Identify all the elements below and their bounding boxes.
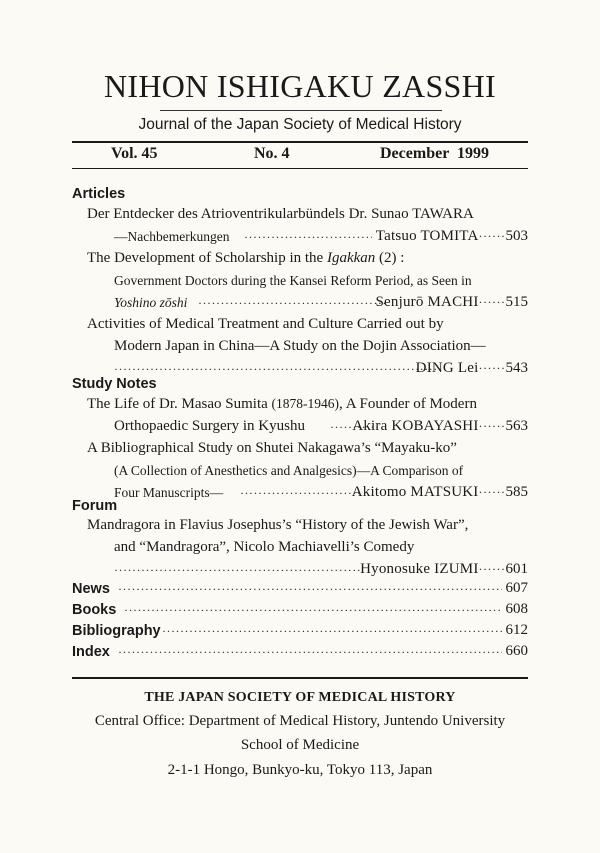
- toc-entry-news: [0, 580, 600, 602]
- footer-rule: [72, 677, 528, 679]
- entry-author-page: Akira KOBAYASHI······563: [352, 418, 528, 434]
- entry-subtitle: Four Manuscripts—: [114, 485, 224, 500]
- entry-author: Akira KOBAYASHI: [352, 418, 479, 434]
- entry-title: Der Entdecker des Atrioventrikularbündels Dr. Sunao TAWARA: [87, 206, 474, 222]
- entry-title: Books: [72, 602, 117, 618]
- toc-entry-line: [0, 272, 600, 294]
- toc-entry-line: [0, 418, 600, 440]
- toc-entry-line: [0, 294, 600, 316]
- society-name: THE JAPAN SOCIETY OF MEDICAL HISTORY: [144, 690, 456, 705]
- dot-leader: [240, 486, 360, 504]
- toc-entry-line: [0, 250, 600, 272]
- entry-title: Activities of Medical Treatment and Culture Carried out by: [87, 316, 444, 332]
- entry-title: Index: [72, 644, 110, 660]
- dot-leader: [118, 645, 502, 663]
- title-divider: [160, 110, 442, 111]
- entry-title: and “Mandragora”, Nicolo Machiavelli’s Comedy: [114, 539, 415, 555]
- toc-entry-line: [0, 228, 600, 250]
- office-address-line1: Central Office: Department of Medical History, Juntendo University: [94, 713, 506, 729]
- office-address-line2: School of Medicine: [240, 737, 360, 753]
- entry-page: 563: [505, 418, 528, 434]
- entry-title: A Bibliographical Study on Shutei Nakagawa’s “Mayaku-ko”: [87, 440, 457, 456]
- toc-entry-line: [0, 517, 600, 539]
- issue-date: December 1999: [380, 145, 489, 162]
- entry-title: Modern Japan in China—A Study on the Dojin Association—: [114, 338, 486, 354]
- entry-page: 660: [505, 643, 528, 659]
- postal-address: 2-1-1 Hongo, Bunkyo-ku, Tokyo 113, Japan: [167, 762, 433, 778]
- entry-author: DING Lei: [415, 360, 479, 376]
- entry-page: 543: [505, 360, 528, 376]
- issue-bottom-rule: [72, 168, 528, 169]
- dot-leader: [162, 624, 502, 642]
- entry-author-page: Senjurō MACHI······515: [375, 294, 528, 310]
- entry-page: 515: [505, 294, 528, 310]
- entry-author: Hyonosuke IZUMI: [360, 561, 479, 577]
- entry-subtitle: Government Doctors during the Kansei Reform Period, as Seen in: [114, 273, 472, 288]
- issue-volume: Vol. 45: [111, 145, 158, 162]
- entry-title: The Development of Scholarship in the Igakkan (2) :: [87, 250, 405, 266]
- journal-subtitle: Journal of the Japan Society of Medical History: [138, 116, 462, 133]
- section-articles: Articles: [72, 186, 126, 202]
- entry-page: 612: [505, 622, 528, 638]
- toc-entry-index: [0, 643, 600, 665]
- entry-page: 608: [505, 601, 528, 617]
- toc-entry-line: [0, 316, 600, 338]
- entry-author: Akitomo MATSUKI: [351, 484, 479, 500]
- entry-title: Bibliography: [72, 623, 161, 639]
- entry-author-page: Akitomo MATSUKI······585: [351, 484, 528, 500]
- entry-subtitle: Yoshino zōshi: [114, 295, 188, 310]
- toc-entry-line: [0, 396, 600, 418]
- section-forum: Forum: [72, 498, 118, 514]
- entry-subtitle: (A Collection of Anesthetics and Analgesics)—A Comparison of: [114, 463, 464, 478]
- entry-title: The Life of Dr. Masao Sumita (1878-1946), A Founder of Modern: [87, 396, 477, 412]
- toc-entry-line: [0, 206, 600, 228]
- dot-leader: [114, 563, 360, 581]
- section-study-notes: Study Notes: [72, 376, 157, 392]
- entry-author: Senjurō MACHI: [375, 294, 479, 310]
- toc-entry-line: [0, 539, 600, 561]
- entry-author-page: Hyonosuke IZUMI······601: [360, 561, 528, 577]
- dot-leader: [198, 296, 388, 314]
- entry-author: Tatsuo TOMITA: [375, 228, 479, 244]
- issue-number: No. 4: [254, 145, 290, 162]
- entry-subtitle: —Nachbemerkungen: [114, 229, 230, 244]
- toc-entry-line: [0, 338, 600, 360]
- dot-leader: [114, 362, 440, 380]
- journal-title: NIHON ISHIGAKU ZASSHI: [103, 68, 497, 104]
- toc-entry-bibliography: [0, 622, 600, 644]
- entry-title: Mandragora in Flavius Josephus’s “History of the Jewish War”,: [87, 517, 469, 533]
- entry-author-page: Tatsuo TOMITA······503: [375, 228, 528, 244]
- entry-page: 607: [505, 580, 528, 596]
- entry-page: 585: [505, 484, 528, 500]
- dot-leader: [124, 603, 502, 621]
- entry-author-page: DING Lei······543: [415, 360, 528, 376]
- entry-title: News: [72, 581, 110, 597]
- toc-entry-line: [0, 440, 600, 462]
- issue-top-rule: [72, 141, 528, 143]
- toc-entry-books: [0, 601, 600, 623]
- entry-page: 503: [505, 228, 528, 244]
- dot-leader: [118, 582, 502, 600]
- entry-title: Orthopaedic Surgery in Kyushu: [114, 418, 305, 434]
- dot-leader: [244, 230, 372, 248]
- entry-page: 601: [505, 561, 528, 577]
- toc-entry-line: [0, 462, 600, 484]
